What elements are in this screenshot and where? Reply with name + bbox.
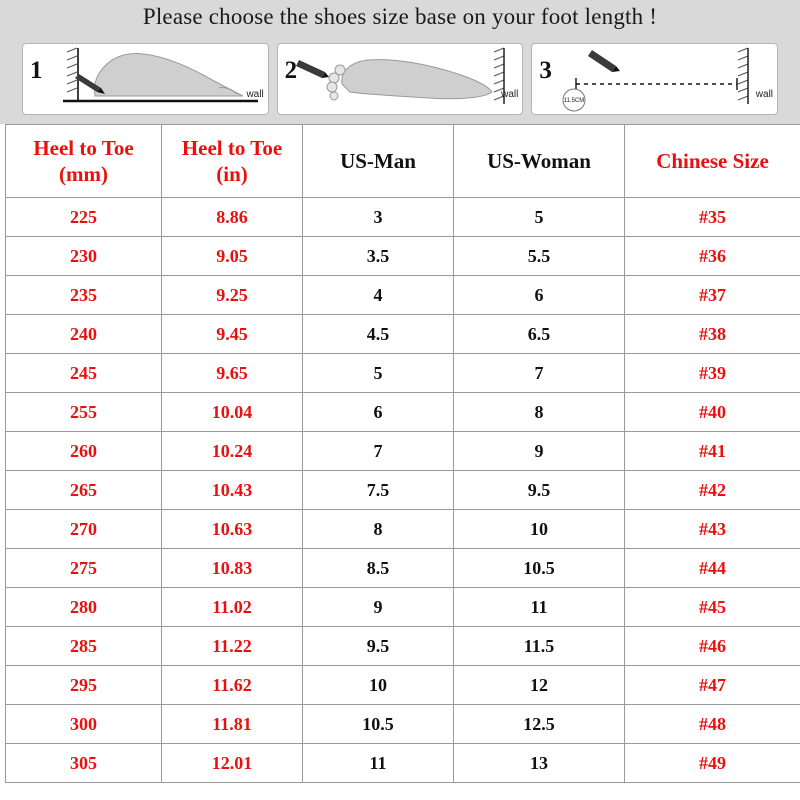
table-row (6, 393, 800, 432)
table-cell: 10 (454, 510, 625, 549)
table-cell: 11 (303, 744, 454, 783)
table-cell: 6 (303, 393, 454, 432)
header-line-1: US-Man (340, 148, 416, 173)
table-cell: 9.45 (162, 315, 303, 354)
table-cell: 8 (303, 510, 454, 549)
header-line-1: US-Woman (487, 148, 591, 173)
table-cell: 3.5 (303, 237, 454, 276)
table-cell: 5 (303, 354, 454, 393)
diagram-step-2 (277, 43, 524, 115)
header-line-1: Heel to Toe (181, 135, 283, 160)
table-cell: 7.5 (303, 471, 454, 510)
table-cell: 3 (303, 198, 454, 237)
table-cell: #43 (625, 510, 800, 549)
table-cell: 9 (303, 588, 454, 627)
table-cell: 11.62 (162, 666, 303, 705)
step-number: 3 (539, 57, 552, 84)
table-cell: 255 (6, 393, 162, 432)
table-cell: 11.5 (454, 627, 625, 666)
measuring-tape-icon (532, 44, 778, 114)
table-cell: 7 (454, 354, 625, 393)
table-cell: #38 (625, 315, 800, 354)
table-cell: 10.5 (303, 705, 454, 744)
table-header (6, 125, 800, 198)
table-cell: 240 (6, 315, 162, 354)
header-us-woman (454, 125, 625, 198)
diagram-step-1 (22, 43, 269, 115)
table-cell: 260 (6, 432, 162, 471)
table-cell: 10.43 (162, 471, 303, 510)
header-us-man (303, 125, 454, 198)
table-cell: 11.81 (162, 705, 303, 744)
table-cell: 12.5 (454, 705, 625, 744)
table-row (6, 471, 800, 510)
size-table (5, 124, 800, 783)
table-cell: 9.5 (303, 627, 454, 666)
table-cell: 10 (303, 666, 454, 705)
table-cell: 5 (454, 198, 625, 237)
table-cell: 12 (454, 666, 625, 705)
header-heel-to-toe-in (162, 125, 303, 198)
table-cell: #49 (625, 744, 800, 783)
table-cell: #41 (625, 432, 800, 471)
foot-top-view-icon (278, 44, 524, 114)
table-cell: 9 (454, 432, 625, 471)
table-cell: 8 (454, 393, 625, 432)
table-row (6, 198, 800, 237)
instruction-text: Please choose the shoes size base on your foot length ! (142, 4, 658, 29)
header-heel-to-toe-mm (6, 125, 162, 198)
table-cell: #48 (625, 705, 800, 744)
table-cell: 245 (6, 354, 162, 393)
diagram-step-3 (531, 43, 778, 115)
table-cell: 6.5 (454, 315, 625, 354)
table-cell: #42 (625, 471, 800, 510)
table-row (6, 549, 800, 588)
header-line-2: (in) (216, 162, 248, 186)
table-cell: 9.25 (162, 276, 303, 315)
table-cell: 8.5 (303, 549, 454, 588)
table-cell: 11 (454, 588, 625, 627)
size-table-wrapper (0, 124, 800, 783)
table-cell: #36 (625, 237, 800, 276)
table-row (6, 627, 800, 666)
wall-label: wall (755, 89, 774, 100)
table-cell: 305 (6, 744, 162, 783)
table-cell: 275 (6, 549, 162, 588)
header-line-2: (mm) (59, 162, 108, 186)
header-chinese-size (625, 125, 800, 198)
table-cell: 230 (6, 237, 162, 276)
table-row (6, 705, 800, 744)
table-body (6, 198, 800, 783)
table-cell: #46 (625, 627, 800, 666)
table-row (6, 588, 800, 627)
table-cell: 280 (6, 588, 162, 627)
table-cell: 10.63 (162, 510, 303, 549)
table-cell: 6 (454, 276, 625, 315)
table-cell: 5.5 (454, 237, 625, 276)
table-cell: 11.02 (162, 588, 303, 627)
table-row (6, 510, 800, 549)
table-cell: 10.5 (454, 549, 625, 588)
measurement-diagram-strip (0, 34, 800, 124)
instruction-banner (0, 0, 800, 34)
table-row (6, 666, 800, 705)
table-cell: 300 (6, 705, 162, 744)
table-cell: 13 (454, 744, 625, 783)
table-cell: #35 (625, 198, 800, 237)
wall-label: wall (246, 89, 264, 100)
table-cell: 12.01 (162, 744, 303, 783)
table-cell: 9.05 (162, 237, 303, 276)
table-cell: #39 (625, 354, 800, 393)
header-line-1: Heel to Toe (33, 135, 134, 160)
foot-against-wall-side-view-icon (23, 44, 269, 114)
table-cell: 10.83 (162, 549, 303, 588)
step-number: 1 (30, 57, 43, 84)
table-cell: 8.86 (162, 198, 303, 237)
step-number: 2 (284, 57, 298, 84)
table-cell: 285 (6, 627, 162, 666)
table-cell: #44 (625, 549, 800, 588)
table-row (6, 315, 800, 354)
table-cell: 11.22 (162, 627, 303, 666)
table-row (6, 744, 800, 783)
table-cell: 295 (6, 666, 162, 705)
table-cell: #47 (625, 666, 800, 705)
table-row (6, 432, 800, 471)
wall-label: wall (501, 89, 519, 100)
table-row (6, 237, 800, 276)
table-cell: #45 (625, 588, 800, 627)
table-cell: 10.24 (162, 432, 303, 471)
table-cell: #40 (625, 393, 800, 432)
table-row (6, 354, 800, 393)
table-cell: 235 (6, 276, 162, 315)
table-row (6, 276, 800, 315)
table-cell: 7 (303, 432, 454, 471)
table-header-row (6, 125, 800, 198)
table-cell: 270 (6, 510, 162, 549)
header-line-1: Chinese Size (656, 148, 769, 173)
table-cell: 10.04 (162, 393, 303, 432)
svg-text:11.5CM: 11.5CM (564, 98, 585, 104)
table-cell: 9.5 (454, 471, 625, 510)
table-cell: 9.65 (162, 354, 303, 393)
table-cell: 4.5 (303, 315, 454, 354)
table-cell: #37 (625, 276, 800, 315)
table-cell: 265 (6, 471, 162, 510)
table-cell: 4 (303, 276, 454, 315)
table-cell: 225 (6, 198, 162, 237)
